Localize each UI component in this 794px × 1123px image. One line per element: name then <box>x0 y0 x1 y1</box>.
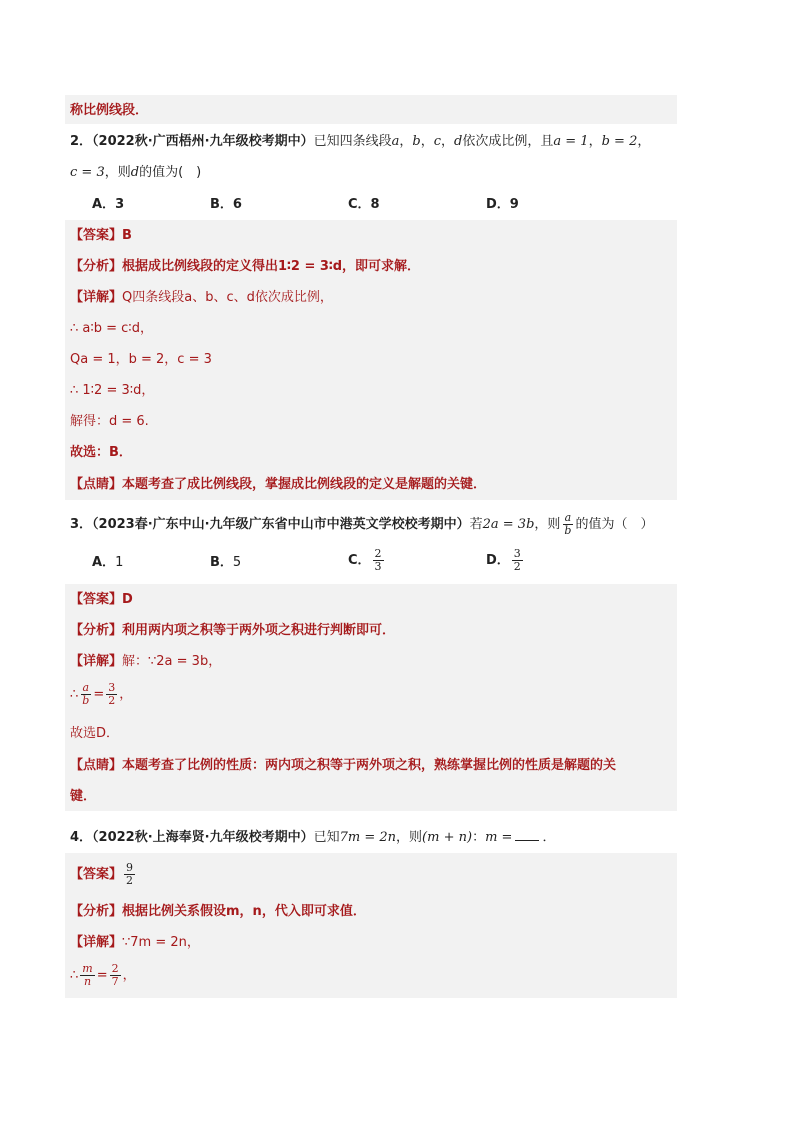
q2-option-d: D．9 <box>486 197 519 212</box>
q3-option-d: D． $\frac{3}{2}$ <box>486 547 521 573</box>
q2-detail-5: 解得：d = 6. <box>70 414 149 429</box>
q3-comment-2: 键． <box>70 789 97 804</box>
q3-detail-1: 【详解】解：∵2a = 3b， <box>70 654 222 669</box>
q3-comment-1: 【点睛】本题考查了比例的性质：两内项之积等于两外项之积，熟练掌握比例的性质是解题的关 <box>70 758 617 773</box>
q3-answer: 【答案】D <box>70 592 133 607</box>
solution-block-q3 <box>65 584 677 811</box>
q2-option-c: C．8 <box>348 197 380 212</box>
q3-choose: 故选D． <box>70 726 120 741</box>
answer-blank <box>515 827 539 841</box>
q2-comment: 【点睛】本题考查了成比例线段，掌握成比例线段的定义是解题的关键． <box>70 477 487 492</box>
q2-detail-1: 【详解】Q四条线段a、b、c、d依次成比例， <box>70 290 333 305</box>
solution-block-q4 <box>65 853 677 998</box>
q2-detail-4: ∴ 1∶2 = 3∶d， <box>70 383 155 398</box>
q2-stem: 2．（2022秋·广西梧州·九年级校考期中）已知四条线段a，b，c，d依次成比例，且a = 1，b = 2， <box>70 134 651 149</box>
q3-source: （2023春·广东中山·九年级广东省中山市中港英文学校校考期中） <box>92 517 470 532</box>
top-tail-text: 称比例线段． <box>70 103 149 118</box>
q3-option-b: B．5 <box>210 555 242 570</box>
q3-option-c: C． $\frac{2}{3}$ <box>348 547 382 573</box>
q2-answer: 【答案】B <box>70 228 132 243</box>
q3-detail-2: ∴ $\frac{a}{b}$ = $\frac{3}{2}$ ， <box>70 681 133 707</box>
q4-detail-1: 【详解】∵7m = 2n， <box>70 935 200 950</box>
q3-option-a: A．1 <box>92 555 124 570</box>
q2-detail-3: Qa = 1，b = 2，c = 3 <box>70 352 212 367</box>
q2-option-a: A．3 <box>92 197 125 212</box>
q2-stem-cont: c = 3，则d的值为( ) <box>70 165 202 180</box>
q4-answer: 【答案】 $\frac{9}{2}$ <box>70 861 134 887</box>
q3-analysis: 【分析】利用两内项之积等于两外项之积进行判断即可． <box>70 623 396 638</box>
q3-stem: 3．（2023春·广东中山·九年级广东省中山市中港英文学校校考期中）若2a = 3b，则 $\frac{a}{b}$ 的值为（ ） <box>70 511 654 537</box>
q4-detail-2: ∴ $\frac{m}{n}$ = $\frac{2}{7}$ ， <box>70 962 136 988</box>
q4-analysis: 【分析】根据比例关系假设m，n，代入即可求值． <box>70 904 366 919</box>
q2-choose: 故选：B． <box>70 445 132 460</box>
q3-stem-fraction: $\frac{a}{b}$ <box>564 511 572 537</box>
q2-detail-2: ∴ a∶b = c∶d， <box>70 321 153 336</box>
q4-source: （2022秋·上海奉贤·九年级校考期中） <box>92 830 314 845</box>
q2-analysis: 【分析】根据成比例线段的定义得出1∶2 = 3∶d，即可求解． <box>70 259 421 274</box>
q2-option-b: B．6 <box>210 197 242 212</box>
solution-block-top <box>65 95 677 124</box>
q2-source: （2022秋·广西梧州·九年级校考期中） <box>92 134 314 149</box>
q4-stem: 4．（2022秋·上海奉贤·九年级校考期中）已知7m = 2n，则(m + n)：m = ． <box>70 827 555 847</box>
